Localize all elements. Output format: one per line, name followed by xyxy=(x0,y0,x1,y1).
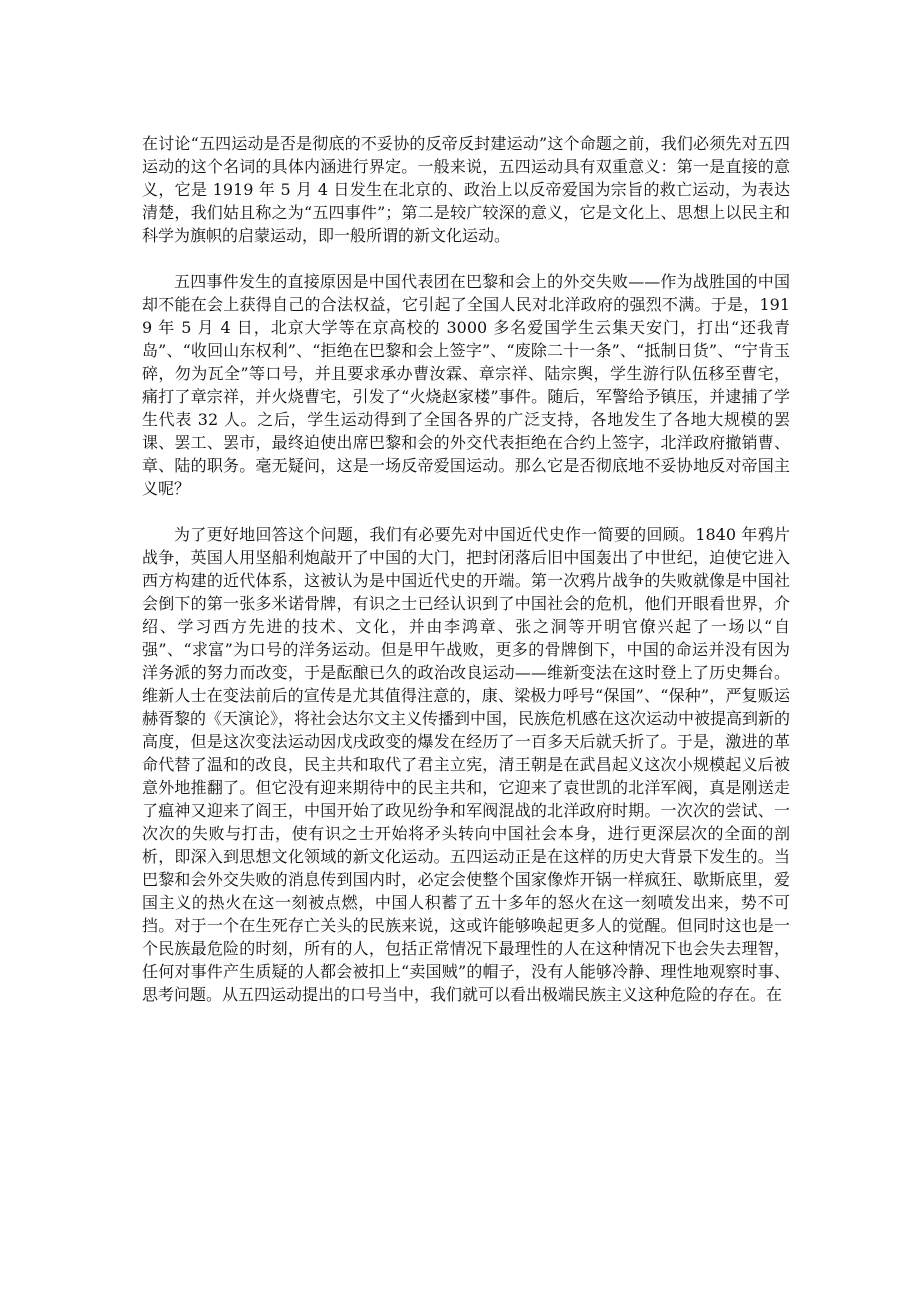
paragraph-may-fourth-incident: 五四事件发生的直接原因是中国代表团在巴黎和会上的外交失败——作为战胜国的中国却不能在会上获得自己的合法权益，它引起了全国人民对北洋政府的强烈不满。于是，1919 年 5 月 4 日，北京大学等在京高校的 3000 多名爱国学生云集天安门，打出“还我青岛”、“收回山东权利”、“拒绝在巴黎和会上签字”、“废除二十一条”、“抵制日货”、“宁肯玉碎，勿为瓦全”等口号，并且要求承办曹汝霖、章宗祥、陆宗舆，学生游行队伍移至曹宅，痛打了章宗祥，并火烧曹宅，引发了“火烧赵家楼”事件。随后，军警给予镇压，并逮捕了学生代表 32 人。之后，学生运动得到了全国各界的广泛支持，各地发生了各地大规模的罢课、罢工、罢市，最终迫使出席巴黎和会的外交代表拒绝在合约上签字，北洋政府撤销曹、章、陆的职务。毫无疑问，这是一场反帝爱国运动。那么它是否彻底地不妥协地反对帝国主义呢？ xyxy=(142,272,790,498)
paragraph-modern-history-review: 为了更好地回答这个问题，我们有必要先对中国近代史作一简要的回顾。1840 年鸦片战争，英国人用坚船利炮敲开了中国的大门，把封闭落后旧中国轰出了中世纪，迫使它进入西方构建的近代体系，这被认为是中国近代史的开端。第一次鸦片战争的失败就像是中国社会倒下的第一张多米诺骨牌，有识之士已经认识到了中国社会的危机，他们开眼看世界，介绍、学习西方先进的技术、文化，并由李鸿章、张之洞等开明官僚兴起了一场以“自强”、“求富”为口号的洋务运动。但是甲午战败，更多的骨牌倒下，中国的命运并没有因为洋务派的努力而改变，于是酝酿已久的政治改良运动——维新变法在这时登上了历史舞台。维新人士在变法前后的宣传是尤其值得注意的，康、梁极力呼号“保国”、“保种”，严复贩运赫胥黎的《天演论》，将社会达尔文主义传播到中国，民族危机感在这次运动中被提高到新的高度，但是这次变法运动因戊戌政变的爆发在经历了一百多天后就夭折了。于是，激进的革命代替了温和的改良，民主共和取代了君主立宪，清王朝是在武昌起义这次小规模起义后被意外地推翻了。但它没有迎来期待中的民主共和，它迎来了袁世凯的北洋军阀，真是刚送走了瘟神又迎来了阎王，中国开始了政见纷争和军阀混战的北洋政府时期。一次次的尝试、一次次的失败与打击，使有识之士开始将矛头转向中国社会本身，进行更深层次的全面的剖析，即深入到思想文化领域的新文化运动。五四运动正是在这样的历史大背景下发生的。当巴黎和会外交失败的消息传到国内时，必定会使整个国家像炸开锅一样疯狂、歇斯底里，爱国主义的热火在这一刻被点燃，中国人积蓄了五十多年的怒火在这一刻喷发出来，势不可挡。对于一个在生死存亡关头的民族来说，这或许能够唤起更多人的觉醒。但同时这也是一个民族最危险的时刻，所有的人，包括正常情况下最理性的人在这种情况下也会失去理智，任何对事件产生质疑的人都会被扣上“卖国贼”的帽子，没有人能够冷静、理性地观察时事、思考问题。从五四运动提出的口号当中，我们就可以看出极端民族主义这种危险的存在。在 xyxy=(142,525,791,1004)
document-page xyxy=(142,132,790,1029)
paragraph-intro: 在讨论“五四运动是否是彻底的不妥协的反帝反封建运动”这个命题之前，我们必须先对五四运动的这个名词的具体内涵进行界定。一般来说，五四运动具有双重意义：第一是直接的意义，它是 1919 年 5 月 4 日发生在北京的、政治上以反帝爱国为宗旨的救亡运动，为表达清楚，我们姑且称之为“五四事件”；第二是较广较深的意义，它是文化上、思想上以民主和科学为旗帜的启蒙运动，即一般所谓的新文化运动。 xyxy=(142,134,790,245)
